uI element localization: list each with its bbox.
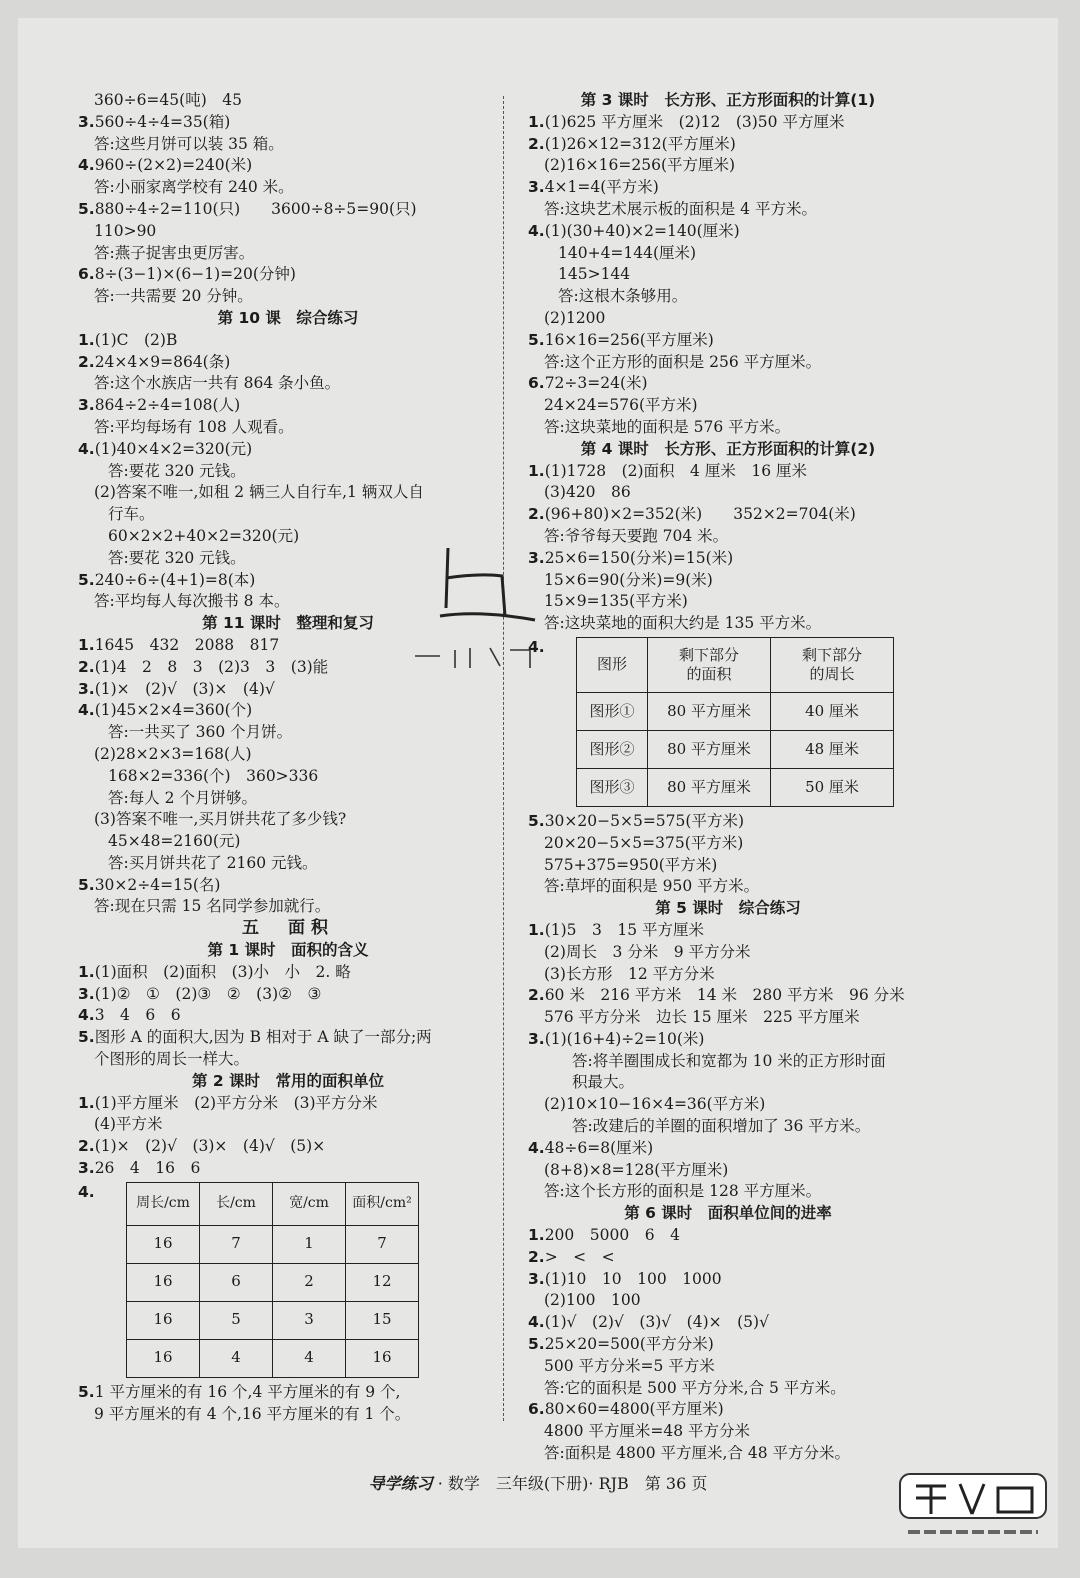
answer-line — [528, 373, 928, 395]
question-number: 3. — [78, 984, 95, 1003]
question-number: 5. — [78, 875, 95, 894]
answer-text: (2)答案不唯一,如租 2 辆三人自行车,1 辆双人自 — [94, 483, 424, 502]
footer-brand: 导学练习 — [368, 1474, 433, 1493]
watermark-logo — [898, 1470, 1048, 1540]
table-cell: 图形① — [577, 692, 648, 730]
answer-line — [528, 264, 928, 286]
answer-line — [78, 1093, 498, 1115]
answer-text: 20×20−5×5=375(平方米) — [544, 833, 744, 852]
answer-text: (1)625 平方厘米 (2)12 (3)50 平方厘米 — [544, 112, 845, 131]
answer-text: 答:这块菜地的面积是 576 平方米。 — [544, 417, 791, 436]
answer-text: (1)C (2)B — [94, 330, 178, 349]
answer-line — [528, 942, 928, 964]
answer-text: 答:燕子捉害虫更厉害。 — [94, 243, 255, 262]
answer-text: 200 5000 6 4 — [544, 1226, 680, 1245]
question-number: 4. — [528, 1138, 545, 1157]
answer-line — [528, 330, 928, 352]
table-header-cell: 周长/cm — [127, 1182, 200, 1225]
answer-line — [528, 1051, 928, 1073]
answer-text: 4×1=4(平方米) — [544, 178, 659, 197]
answer-line — [528, 964, 928, 986]
table-header-cell: 剩下部分 的周长 — [771, 637, 894, 692]
answer-text: 25×6=150(分米)=15(米) — [544, 548, 734, 567]
lesson-heading: 第 6 课时 面积单位间的进率 — [624, 1204, 832, 1223]
question-number: 3. — [78, 679, 95, 698]
answer-line — [78, 853, 498, 875]
answer-text: 8÷(3−1)×(6−1)=20(分钟) — [94, 265, 296, 284]
answer-text: (1)× (2)√ (3)× (4)√ (5)× — [94, 1137, 326, 1156]
table-cell: 7 — [346, 1225, 419, 1263]
table-block — [528, 637, 928, 807]
table-cell: 图形③ — [577, 768, 648, 806]
answer-text: 60×2×2+40×2=320(元) — [108, 526, 300, 545]
answer-text: 答:这块艺术展示板的面积是 4 平方米。 — [544, 199, 817, 218]
answer-line — [528, 1138, 928, 1160]
answer-text: 500 平方分米=5 平方米 — [544, 1356, 715, 1375]
answer-line — [528, 1356, 928, 1378]
answer-line — [528, 985, 928, 1007]
answer-text: (4)平方米 — [94, 1115, 163, 1134]
answer-line — [78, 744, 498, 766]
answer-text: 答:改建后的羊圈的面积增加了 36 平方米。 — [572, 1117, 871, 1136]
answer-line — [528, 1116, 928, 1138]
answer-text: 1645 432 2088 817 — [94, 635, 280, 654]
answer-line — [78, 1049, 498, 1071]
answer-line — [528, 352, 928, 374]
question-number: 2. — [528, 134, 545, 153]
answer-line — [78, 330, 498, 352]
answer-text: (1)26×12=312(平方厘米) — [544, 134, 736, 153]
answer-text: 答:这个长方形的面积是 128 平方厘米。 — [544, 1182, 822, 1201]
lesson-heading: 第 11 课时 整理和复习 — [202, 614, 374, 633]
answer-line — [528, 1269, 928, 1291]
table-cell: 15 — [346, 1301, 419, 1339]
answer-text: 30×20−5×5=575(平方米) — [544, 811, 744, 830]
answer-text: (3)420 86 — [544, 483, 631, 502]
question-number: 4. — [78, 439, 95, 458]
answer-text: (2)10×10−16×4=36(平方米) — [544, 1095, 766, 1114]
table-header-cell: 宽/cm — [273, 1182, 346, 1225]
answer-line — [78, 90, 498, 112]
table-cell: 48 厘米 — [771, 730, 894, 768]
answer-line — [528, 1290, 928, 1312]
question-number: 2. — [528, 505, 545, 524]
answer-line — [528, 1007, 928, 1029]
question-number: 2. — [78, 1137, 95, 1156]
answer-text: (1)√ (2)√ (3)√ (4)× (5)√ — [544, 1313, 769, 1332]
answer-line — [78, 482, 498, 504]
table-block — [78, 1182, 498, 1378]
table-cell: 16 — [127, 1263, 200, 1301]
answer-line — [78, 831, 498, 853]
answer-text: 864÷2÷4=108(人) — [94, 396, 241, 415]
answer-line — [78, 177, 498, 199]
answer-line — [528, 570, 928, 592]
answer-line — [528, 1247, 928, 1269]
answer-text: 880÷4÷2=110(只) 3600÷8÷5=90(只) — [94, 199, 417, 218]
answer-text: (1)10 10 100 1000 — [544, 1269, 722, 1288]
question-number: 2. — [78, 352, 95, 371]
question-number: 2. — [528, 986, 545, 1005]
answer-text: 答:这些月饼可以装 35 箱。 — [94, 134, 284, 153]
answer-line — [528, 286, 928, 308]
table-header-cell: 长/cm — [200, 1182, 273, 1225]
answer-text: (1)5 3 15 平方厘米 — [544, 920, 705, 939]
answer-text: 答:面积是 4800 平方厘米,合 48 平方分米。 — [544, 1444, 851, 1463]
table-row — [577, 692, 894, 730]
question-number: 4. — [78, 1006, 95, 1025]
lesson-heading: 第 10 课 综合练习 — [217, 308, 359, 327]
question-number: 3. — [78, 112, 95, 131]
answer-text: 26 4 16 6 — [94, 1159, 201, 1178]
answer-line — [78, 373, 498, 395]
answer-text: 答:一共买了 360 个月饼。 — [108, 723, 293, 742]
answer-text: 个图形的周长一样大。 — [94, 1050, 250, 1069]
answer-line — [78, 417, 498, 439]
answer-text: (2)周长 3 分米 9 平方分米 — [544, 942, 751, 961]
answer-text: 576 平方分米 边长 15 厘米 225 平方厘米 — [544, 1008, 860, 1027]
table-cell: 4 — [273, 1339, 346, 1377]
question-number: 1. — [528, 1226, 545, 1245]
answer-text: 4800 平方厘米=48 平方分米 — [544, 1422, 751, 1441]
answer-text: 答:草坪的面积是 950 平方米。 — [544, 877, 760, 896]
answer-line — [78, 1136, 498, 1158]
answer-line — [528, 833, 928, 855]
question-number: 3. — [528, 1029, 545, 1048]
question-number: 6. — [528, 1400, 545, 1419]
question-number: 5. — [528, 1335, 545, 1354]
lesson-heading: 第 5 课时 综合练习 — [655, 899, 801, 918]
answer-text: (1)1728 (2)面积 4 厘米 16 厘米 — [544, 461, 807, 480]
answer-text: 15×9=135(平方米) — [544, 592, 688, 611]
question-number: 3. — [528, 1269, 545, 1288]
answer-line — [528, 526, 928, 548]
answer-line — [78, 962, 498, 984]
question-number: 5. — [78, 199, 95, 218]
table-header-cell: 图形 — [577, 637, 648, 692]
answer-text: 575+375=950(平方米) — [544, 855, 718, 874]
answer-line — [528, 1160, 928, 1182]
question-number: 4. — [78, 156, 95, 175]
question-number: 1. — [78, 330, 95, 349]
answer-line — [528, 1443, 928, 1465]
answer-line — [78, 896, 498, 918]
answer-text: 9 平方厘米的有 4 个,16 平方厘米的有 1 个。 — [94, 1404, 411, 1423]
answer-text: 560÷4÷4=35(箱) — [94, 112, 231, 131]
question-number: 5. — [78, 570, 95, 589]
answer-line — [528, 1421, 928, 1443]
answer-line — [528, 308, 928, 330]
table-row — [127, 1263, 419, 1301]
answer-line — [528, 112, 928, 134]
answer-line — [78, 286, 498, 308]
answer-line — [78, 766, 498, 788]
question-number: 5. — [528, 811, 545, 830]
answer-line — [78, 199, 498, 221]
footer-text: · 数学 三年级(下册)· RJB 第 36 页 — [437, 1474, 708, 1493]
answer-text: 答:要花 320 元钱。 — [108, 461, 246, 480]
question-number: 4. — [528, 1313, 545, 1332]
table-row — [577, 768, 894, 806]
answer-text: (2)28×2×3=168(人) — [94, 744, 252, 763]
answer-text: (1)(30+40)×2=140(厘米) — [544, 221, 740, 240]
answer-line — [528, 1334, 928, 1356]
answer-text: 45×48=2160(元) — [108, 832, 241, 851]
left-column — [78, 90, 498, 1425]
answer-line — [528, 1094, 928, 1116]
answer-line — [528, 199, 928, 221]
answer-line — [78, 134, 498, 156]
answer-text: 答:它的面积是 500 平方分米,合 5 平方米。 — [544, 1378, 846, 1397]
answer-text: 答:平均每场有 108 人观看。 — [94, 417, 294, 436]
answer-line — [78, 809, 498, 831]
lesson-heading: 第 2 课时 常用的面积单位 — [191, 1071, 385, 1090]
answer-line — [528, 1072, 928, 1094]
answer-line — [528, 243, 928, 265]
answer-line — [528, 1312, 928, 1334]
question-number: 1. — [78, 635, 95, 654]
question-number: 5. — [78, 1382, 95, 1401]
answer-text: 答:爷爷每天要跑 704 米。 — [544, 526, 729, 545]
answer-text: 1 平方厘米的有 16 个,4 平方厘米的有 9 个, — [94, 1382, 401, 1401]
table-cell: 50 厘米 — [771, 768, 894, 806]
table-row — [127, 1301, 419, 1339]
answer-text: (1)40×4×2=320(元) — [94, 439, 253, 458]
answer-text: (1)(16+4)÷2=10(米) — [544, 1029, 705, 1048]
table-row — [127, 1225, 419, 1263]
answer-text: 答:这个正方形的面积是 256 平方厘米。 — [544, 352, 822, 371]
table-header-row — [127, 1182, 419, 1225]
answer-text: 答:买月饼共花了 2160 元钱。 — [108, 853, 318, 872]
answer-text: 答:小丽家离学校有 240 米。 — [94, 178, 294, 197]
answer-text: 答:这个水族店一共有 864 条小鱼。 — [94, 374, 341, 393]
answer-text: > < < — [544, 1247, 615, 1266]
answer-text: 30×2÷4=15(名) — [94, 875, 221, 894]
answer-line — [78, 155, 498, 177]
answer-line — [528, 461, 928, 483]
table-cell: 7 — [200, 1225, 273, 1263]
answer-text: 72÷3=24(米) — [544, 374, 648, 393]
answer-line — [78, 679, 498, 701]
answer-text: 答:要花 320 元钱。 — [108, 548, 246, 567]
answer-line — [78, 1404, 498, 1426]
table-cell: 16 — [127, 1339, 200, 1377]
question-number: 4. — [528, 637, 545, 656]
question-number: 4. — [78, 701, 95, 720]
answer-text: (1)4 2 8 3 (2)3 3 (3)能 — [94, 657, 329, 676]
answer-line — [78, 1158, 498, 1180]
answer-text: 图形 A 的面积大,因为 B 相对于 A 缺了一部分;两 — [94, 1028, 432, 1047]
table-header-cell: 剩下部分 的面积 — [648, 637, 771, 692]
answer-line — [78, 700, 498, 722]
answer-line — [528, 177, 928, 199]
table-cell: 16 — [127, 1225, 200, 1263]
answer-text: (3)答案不唯一,买月饼共花了多少钱? — [94, 810, 347, 829]
answer-line — [78, 264, 498, 286]
answer-line — [528, 920, 928, 942]
answer-line — [78, 243, 498, 265]
answer-line — [528, 613, 928, 635]
answer-table — [126, 1182, 419, 1378]
answer-line — [528, 876, 928, 898]
answer-line — [528, 811, 928, 833]
answer-line — [78, 461, 498, 483]
answer-page — [18, 18, 1058, 1548]
answer-text: 60 米 216 平方米 14 米 280 平方米 96 分米 — [544, 986, 905, 1005]
answer-text: 16×16=256(平方厘米) — [544, 330, 714, 349]
table-header-row — [577, 637, 894, 692]
question-number: 2. — [528, 1247, 545, 1266]
question-number: 5. — [528, 330, 545, 349]
answer-line — [528, 482, 928, 504]
question-number: 6. — [78, 265, 95, 284]
answer-text: 积最大。 — [572, 1073, 635, 1092]
question-number: 2. — [78, 657, 95, 676]
question-number: 4. — [528, 221, 545, 240]
answer-text: 答:平均每人每次搬书 8 本。 — [94, 592, 290, 611]
question-number: 4. — [78, 1182, 95, 1201]
table-cell: 12 — [346, 1263, 419, 1301]
question-number: 3. — [528, 548, 545, 567]
answer-line — [78, 1005, 498, 1027]
answer-line — [528, 395, 928, 417]
question-number: 3. — [78, 396, 95, 415]
answer-line — [78, 1382, 498, 1404]
table-cell: 5 — [200, 1301, 273, 1339]
answer-text: (2)16×16=256(平方厘米) — [544, 156, 736, 175]
answer-text: 3 4 6 6 — [94, 1006, 181, 1025]
question-number: 6. — [528, 374, 545, 393]
answer-text: 行车。 — [108, 505, 155, 524]
answer-text: (2)1200 — [544, 308, 606, 327]
handwritten-scribble — [410, 538, 560, 668]
answer-line — [528, 155, 928, 177]
answer-line — [78, 352, 498, 374]
answer-line — [78, 984, 498, 1006]
table-cell: 1 — [273, 1225, 346, 1263]
right-column — [528, 90, 928, 1465]
question-number: 1. — [528, 461, 545, 480]
answer-text: 24×4×9=864(条) — [94, 352, 231, 371]
table-cell: 4 — [200, 1339, 273, 1377]
table-cell: 80 平方厘米 — [648, 692, 771, 730]
table-cell: 3 — [273, 1301, 346, 1339]
answer-line — [78, 875, 498, 897]
answer-line — [528, 1225, 928, 1247]
answer-line — [528, 417, 928, 439]
answer-text: 24×24=576(平方米) — [544, 396, 698, 415]
answer-text: (1)面积 (2)面积 (3)小 小 2. 略 — [94, 962, 351, 981]
table-cell: 80 平方厘米 — [648, 768, 771, 806]
answer-text: 48÷6=8(厘米) — [544, 1138, 654, 1157]
answer-text: (8+8)×8=128(平方厘米) — [544, 1160, 729, 1179]
question-number: 1. — [78, 1093, 95, 1112]
answer-text: 答:每人 2 个月饼够。 — [108, 788, 257, 807]
answer-text: 145>144 — [558, 265, 631, 284]
answer-line — [78, 112, 498, 134]
answer-table — [576, 637, 894, 807]
answer-line — [528, 221, 928, 243]
table-cell: 40 厘米 — [771, 692, 894, 730]
table-row — [127, 1339, 419, 1377]
answer-text: (1)平方厘米 (2)平方分米 (3)平方分米 — [94, 1093, 378, 1112]
answer-line — [528, 1029, 928, 1051]
answer-line — [78, 788, 498, 810]
question-number: 1. — [78, 962, 95, 981]
answer-line — [528, 1378, 928, 1400]
lesson-heading: 第 3 课时 长方形、正方形面积的计算(1) — [580, 91, 876, 109]
answer-line — [78, 722, 498, 744]
answer-text: 答:现在只需 15 名同学参加就行。 — [94, 897, 331, 916]
answer-text: 80×60=4800(平方厘米) — [544, 1400, 724, 1419]
answer-text: (1)× (2)√ (3)× (4)√ — [94, 679, 275, 698]
answer-text: 960÷(2×2)=240(米) — [94, 156, 253, 175]
answer-text: 25×20=500(平方分米) — [544, 1335, 714, 1354]
table-cell: 16 — [346, 1339, 419, 1377]
answer-text: 15×6=90(分米)=9(米) — [544, 570, 713, 589]
answer-text: 168×2=336(个) 360>336 — [108, 766, 319, 785]
answer-line — [78, 395, 498, 417]
answer-line — [528, 855, 928, 877]
table-cell: 80 平方厘米 — [648, 730, 771, 768]
lesson-heading: 第 1 课时 面积的含义 — [207, 941, 369, 960]
answer-text: (2)100 100 — [544, 1291, 641, 1310]
section-heading: 五 面积 — [242, 918, 334, 939]
answer-line — [528, 548, 928, 570]
answer-text: (1)② ① (2)③ ② (3)② ③ — [94, 984, 322, 1003]
answer-text: 答:这块菜地的面积大约是 135 平方米。 — [544, 614, 822, 633]
table-cell: 2 — [273, 1263, 346, 1301]
answer-line — [528, 1399, 928, 1421]
table-cell: 6 — [200, 1263, 273, 1301]
answer-text: (3)长方形 12 平方分米 — [544, 964, 715, 983]
answer-text: (1)45×2×4=360(个) — [94, 701, 253, 720]
answer-text: 答:一共需要 20 分钟。 — [94, 287, 253, 306]
answer-text: (96+80)×2=352(米) 352×2=704(米) — [544, 505, 856, 524]
answer-line — [528, 591, 928, 613]
answer-text: 240÷6÷(4+1)=8(本) — [94, 570, 256, 589]
table-cell: 图形② — [577, 730, 648, 768]
lesson-heading: 第 4 课时 长方形、正方形面积的计算(2) — [580, 439, 876, 458]
question-number: 3. — [528, 178, 545, 197]
question-number: 1. — [528, 920, 545, 939]
answer-text: 答:将羊圈围成长和宽都为 10 米的正方形时面 — [572, 1051, 886, 1070]
column-divider — [503, 96, 504, 1421]
answer-line — [78, 1027, 498, 1049]
answer-line — [528, 1181, 928, 1203]
answer-line — [78, 1114, 498, 1136]
answer-line — [528, 134, 928, 156]
answer-line — [78, 439, 498, 461]
answer-text: 360÷6=45(吨) 45 — [94, 91, 242, 109]
answer-line — [78, 221, 498, 243]
answer-text: 140+4=144(厘米) — [558, 243, 697, 262]
answer-text: 110>90 — [94, 221, 157, 240]
answer-line — [528, 504, 928, 526]
answer-line — [78, 504, 498, 526]
table-header-cell: 面积/cm² — [346, 1182, 419, 1225]
question-number: 5. — [78, 1028, 95, 1047]
answer-text: 答:这根木条够用。 — [558, 287, 688, 306]
question-number: 1. — [528, 112, 545, 131]
table-row — [577, 730, 894, 768]
table-cell: 16 — [127, 1301, 200, 1339]
question-number: 3. — [78, 1159, 95, 1178]
